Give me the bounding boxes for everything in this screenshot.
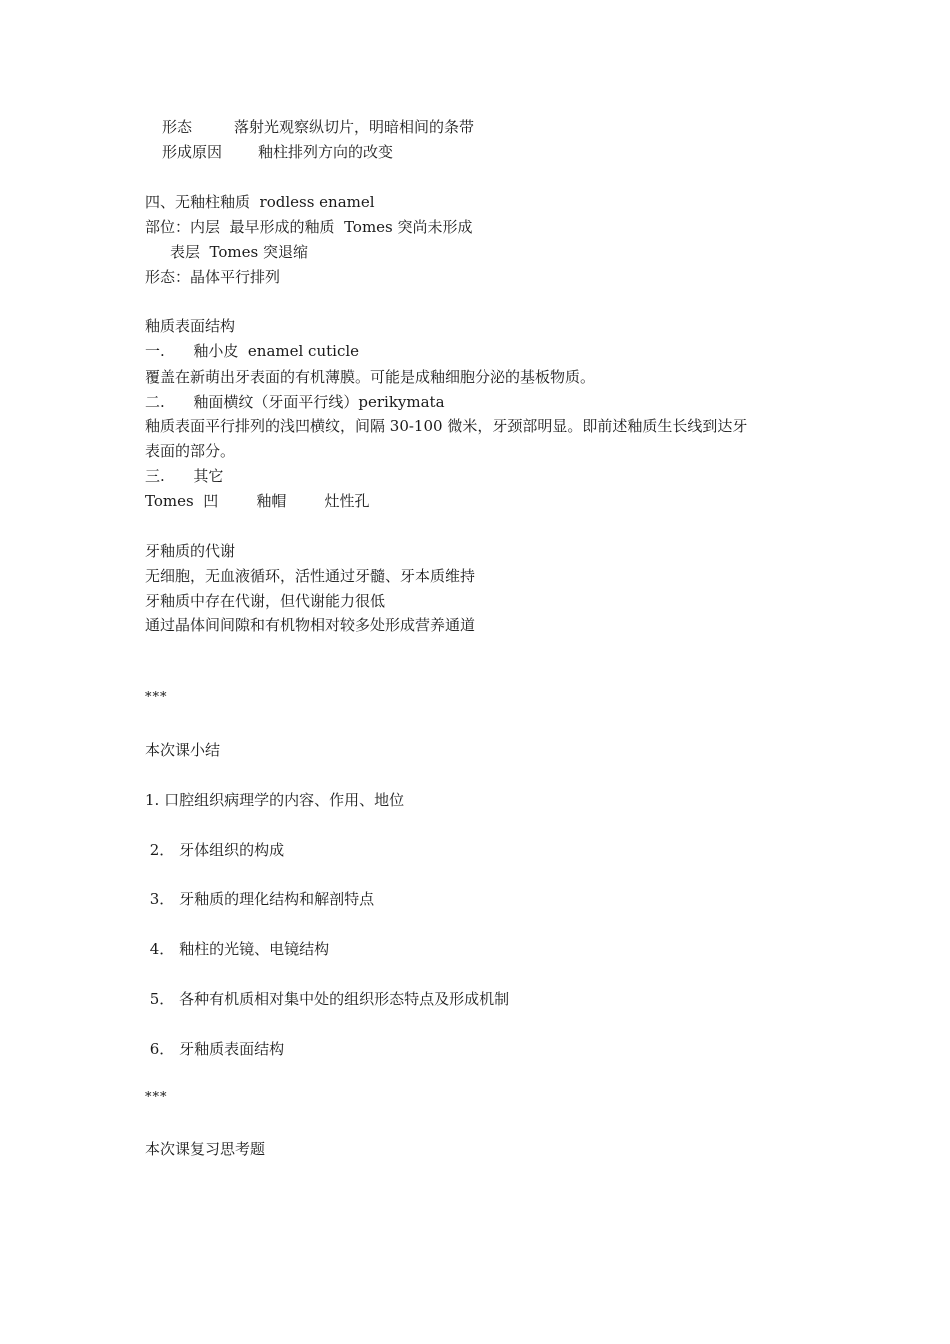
- surface-item1-text: 覆盖在新萌出牙表面的有机薄膜。可能是成釉细胞分泌的基板物质。: [145, 368, 596, 386]
- summary-heading: 本次课小结: [145, 741, 221, 759]
- metabolism-line1: 无细胞，无血液循环，活性通过牙髓、牙本质维持: [145, 567, 476, 585]
- summary-item-3: 3． 牙釉质的理化结构和解剖特点: [145, 890, 375, 908]
- rodless-morphology: 形态：晶体平行排列: [145, 268, 281, 286]
- band-cause-line: [162, 142, 393, 162]
- summary-item-1: 1. 口腔组织病理学的内容、作用、地位: [145, 791, 405, 809]
- surface-heading: 釉质表面结构: [145, 317, 236, 335]
- band-morphology-label: 形态: [162, 118, 193, 136]
- band-cause-label: 形成原因: [162, 143, 223, 161]
- surface-item3-heading: 三. 其它: [145, 467, 224, 485]
- metabolism-line2: 牙釉质中存在代谢，但代谢能力很低: [145, 592, 386, 610]
- surface-item1-heading: 一. 釉小皮 enamel cuticle: [145, 342, 360, 360]
- band-cause-text: 釉柱排列方向的改变: [258, 143, 394, 161]
- rodless-location: 部位：内层 最早形成的釉质 Tomes 突尚未形成: [145, 218, 473, 236]
- surface-item2-text-line2: 表面的部分。: [145, 442, 236, 460]
- band-morphology-line: [162, 117, 474, 137]
- band-morphology-text: 落射光观察纵切片，明暗相间的条带: [234, 118, 475, 136]
- metabolism-heading: 牙釉质的代谢: [145, 542, 236, 560]
- review-heading: 本次课复习思考题: [145, 1140, 266, 1158]
- summary-item-6: 6． 牙釉质表面结构: [145, 1040, 285, 1058]
- rodless-heading: 四、无釉柱釉质 rodless enamel: [145, 193, 375, 211]
- surface-item3-text: Tomes 凹 釉帽 灶性孔: [145, 492, 370, 510]
- separator-2: ***: [145, 1090, 168, 1105]
- summary-item-5: 5． 各种有机质相对集中处的组织形态特点及形成机制: [145, 990, 510, 1008]
- rodless-location-surface: 表层 Tomes 突退缩: [170, 243, 308, 261]
- metabolism-line3: 通过晶体间间隙和有机物相对较多处形成营养通道: [145, 616, 476, 634]
- surface-item2-text-line1: 釉质表面平行排列的浅凹横纹，间隔 30-100 微米，牙颈部明显。即前述釉质生长线到达牙: [145, 417, 748, 435]
- surface-item2-heading: 二. 釉面横纹（牙面平行线）perikymata: [145, 393, 445, 411]
- summary-item-4: 4． 釉柱的光镜、电镜结构: [145, 940, 330, 958]
- separator-1: ***: [145, 690, 168, 705]
- summary-item-2: 2． 牙体组织的构成: [145, 841, 285, 859]
